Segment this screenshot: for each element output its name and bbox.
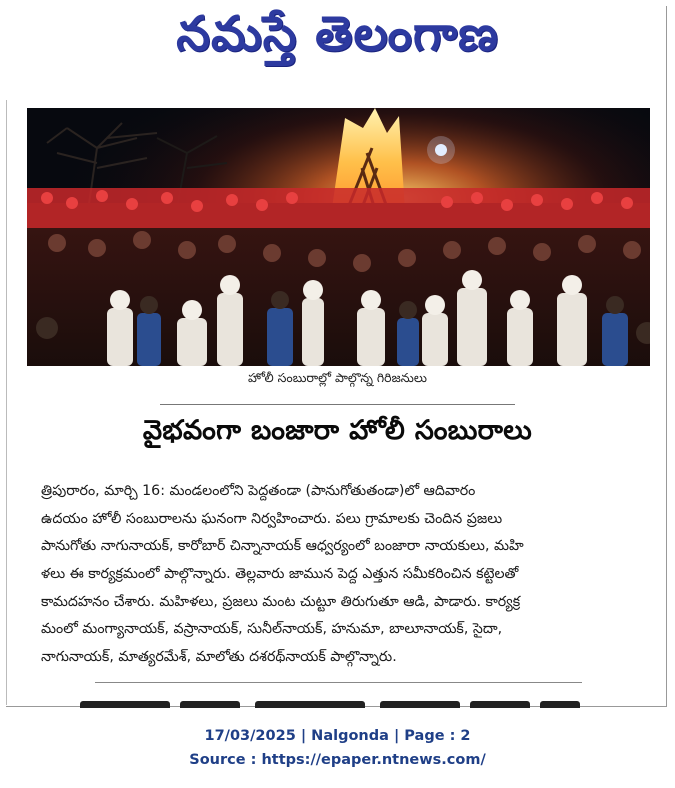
edition-info: 17/03/2025 | Nalgonda | Page : 2 bbox=[204, 728, 471, 744]
masthead bbox=[0, 4, 675, 84]
next-headline-cutoff bbox=[40, 699, 640, 708]
article-line: పానుగోతు నాగునాయక్, కారోబార్ చిన్నానాయక్ ఆధ్వర్యంలో బంజారా నాయకులు, మహి bbox=[41, 538, 524, 555]
article-line: ఉదయం హోలీ సంబురాలను ఘనంగా నిర్వహించారు. పలు గ్రామాలకు చెందిన ప్రజలు bbox=[41, 510, 503, 527]
photo-illustration bbox=[27, 108, 650, 366]
source-link[interactable]: Source : https://epaper.ntnews.com/ bbox=[189, 752, 486, 768]
article-line: త్రిపురారం, మార్చి 16: మండలంలోని పెద్దతండా (పానుగోతుతండా)లో ఆదివారం bbox=[41, 483, 476, 499]
column-divider bbox=[6, 100, 7, 705]
newspaper-logo: నమస్తే తెలంగాణ bbox=[176, 6, 499, 62]
photo-caption: హోలీ సంబురాల్లో పాల్గొన్న గిరిజనులు bbox=[247, 370, 428, 385]
article-end-divider bbox=[95, 682, 582, 683]
article-line: ళలు ఈ కార్యక్రమంలో పాల్గొన్నారు. తెల్లవారు జామున పెద్ద ఎత్తున సమీకరించిన కట్టెలతో bbox=[41, 566, 519, 583]
article-body bbox=[41, 478, 652, 672]
page-footer bbox=[0, 724, 675, 772]
article-line: కామదహనం చేశారు. మహిళలు, ప్రజలు మంట చుట్టూ తిరుగుతూ ఆడి, పాడారు. కార్యక్ర bbox=[41, 593, 521, 610]
bonfire-crowd-photo bbox=[27, 108, 650, 366]
article-line: నాగునాయక్, మాత్యరమేశ్, మాలోతు దశరథ్‌నాయక్ పాల్గొన్నారు. bbox=[41, 649, 397, 666]
caption-divider bbox=[160, 404, 515, 405]
article-headline: వైభవంగా బంజారా హోలీ సంబురాలు bbox=[142, 415, 533, 446]
article-line: మంలో మంగ్యానాయక్, వస్రానాయక్, సునీల్‌నాయక్, హనుమా, బాలూనాయక్, సైదా, bbox=[41, 621, 503, 638]
